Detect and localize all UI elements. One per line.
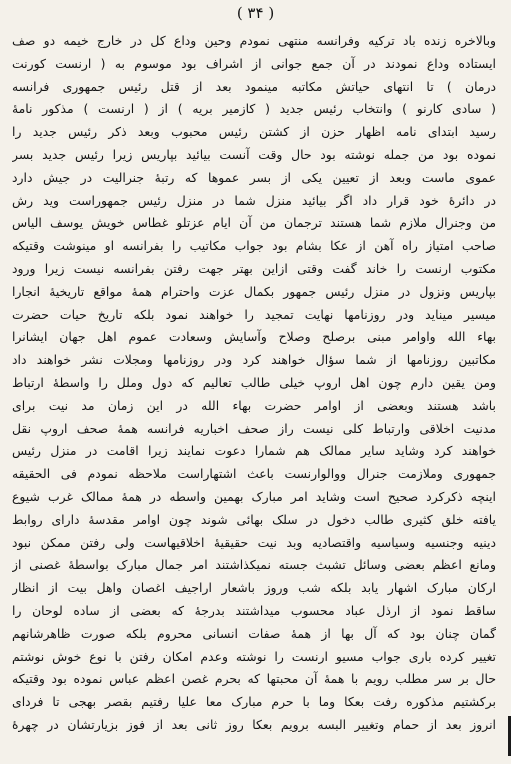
text-line: در دائرهٔ خود قرار داد اگر بیائید منزل شما در منزل رئیس جمهوراست وید رش — [12, 192, 496, 208]
text-line: ( سادی کارنو ) وانتخاب رئیس جدید ( کازمیر بریه ) از ( ارنست ) مذکور نامهٔ — [12, 101, 496, 117]
text-line: خواهند کرد وشاید سایر ممالک هم شمارا دعوت نمایند زیرا اقامت در منزل رئیس — [12, 443, 496, 459]
text-line: وبالاخره زنده باد ترکیه وفرانسه منتهی نمودم وحین وداع کل در خارج خیمه دو صف — [12, 33, 496, 48]
text-line: ومانع اعظم بعضی وسائل تشبث جسته نمیکذاشتند امر جمال مبارک بواسطهٔ غصنی از — [12, 557, 496, 573]
text-line: ومن یقین دارم چون اهل اروپ خیلی طالب تعالیم که دول وملل را واسطهٔ ارتباط — [12, 374, 496, 390]
text-line: رسید ابتدای نامه اظهار حزن از کشتن رئیس محبوب وبعد ذکر رئیس جدید را — [12, 124, 496, 140]
text-line: میسیر میناید ودر روزنامها نهایت تمجید را خواهند نمود بلکه تاریخ حیات حضرت — [12, 306, 496, 322]
text-line: ایستاده وداع نمودند در آن جمع جوانی از اشراف بود موسوم به ( ارنست کورنت — [12, 55, 496, 71]
text-line: یافته خلق کثیری طالب دخول در سلک بهائی شوند چون اوامر مقدسهٔ دارای روابط — [12, 511, 496, 527]
text-line: حال بر سر مطلب رویم با همهٔ آن محبتها که بحرم غصن اعظم عباس نموده بود وقتیکه — [12, 671, 496, 687]
text-line: ساقط نمود از ارذل عباد محسوب میداشتند بدرجهٔ که بعضی از ساده لوحان را — [12, 602, 496, 618]
body-text — [12, 30, 496, 737]
text-line: اینچه ذکرکرد صحیح است وشاید امر مبارک بهمین واسطه در همهٔ ممالک غرب شیوع — [12, 488, 496, 504]
text-line: دینیه وجنسیه وسیاسیه واقتصادیه وبد نیت حقیقیهٔ اخلاقیهاست ولی رفتن ممکن نبود — [12, 534, 496, 550]
text-line: مدنیت اخلاقی وارتباط کلی نیست راز صحف اخباریه فرانسه همهٔ صحف اروپ نقل — [12, 420, 496, 436]
text-line: باشد هستند وبعضی از اوامر حضرت بهاء الله در این زمان مد نیت برای — [12, 397, 496, 413]
text-line: بهاء الله واوامر مبنی برصلح وصلاح وآسایش وسعادت عموم اهل جهان ایشانرا — [12, 329, 496, 345]
text-line: نموده بود من جمله نوشته بود حال وقت آنست بیائید بپاریس زیرا رئیس جدید بسر — [12, 146, 496, 162]
page-number: ( ۳۴ ) — [236, 4, 275, 22]
text-line: برکشتیم مذکوره رفت بعکا وما با حرم مبارک معا علیا رفتیم بقصر بهجی تا فردای — [12, 694, 496, 710]
text-line: درمان ) تا انتهای حیاتش مکاتبه مینمود بعد از قتل رئیس جمهوری فرانسه — [12, 78, 496, 94]
text-line: عموی ماست وبعد از تعیین یکی از بسر عموها که رتبهٔ جنرالیت در جیش دارد — [12, 169, 496, 185]
text-line: تغییر کرده باری جواب مسیو ارنست را نوشته وعدم امکان رفتن با نوع خوش نوشتم — [12, 648, 496, 664]
text-line: جمهوری وملازمت جنرال ووالوارنست باعث اشتهاراست ملاحظه نمودم فی الحقیقه — [12, 466, 496, 482]
text-line: گمان چنان بود که آل بها از همهٔ صفات انسانی محروم بلکه صورت ظاهرشانهم — [12, 625, 496, 641]
text-line: مکاتبین روزنامها از شما سؤال خواهند کرد ودر روزنامها ومجلات نشر خواهند داد — [12, 352, 496, 368]
text-line: مکتوب ارنست را خاند گفت وقتی ازاین بهتر جهت رفتن بفرانسه نیست زیرا ورود — [12, 260, 496, 276]
text-line: ارکان مبارک اشهار یابد بلکه شب وروز باشعار اراجیف اغصان واهل بیت از انظار — [12, 580, 496, 596]
text-line: صاحب امتیاز راه آهن از عکا بشام بود جواب مکاتیب را بفرانسه او مینوشت وقتیکه — [12, 238, 496, 254]
text-line: انروز بعد از حمام وتغییر البسه برویم بعکا روز ثانی بعد از فوز بزیارتشان در چهرهٔ — [12, 716, 496, 732]
text-line: من وجنرال ملازم شما هستند ترجمان من آن ایام عزتلو غطاس خویش یوسف الیاس — [12, 215, 496, 231]
text-line: بپاریس ونزول در منزل رئیس جمهور بکمال عزت واحترام همهٔ مواقع تاریخیهٔ انجارا — [12, 283, 496, 299]
